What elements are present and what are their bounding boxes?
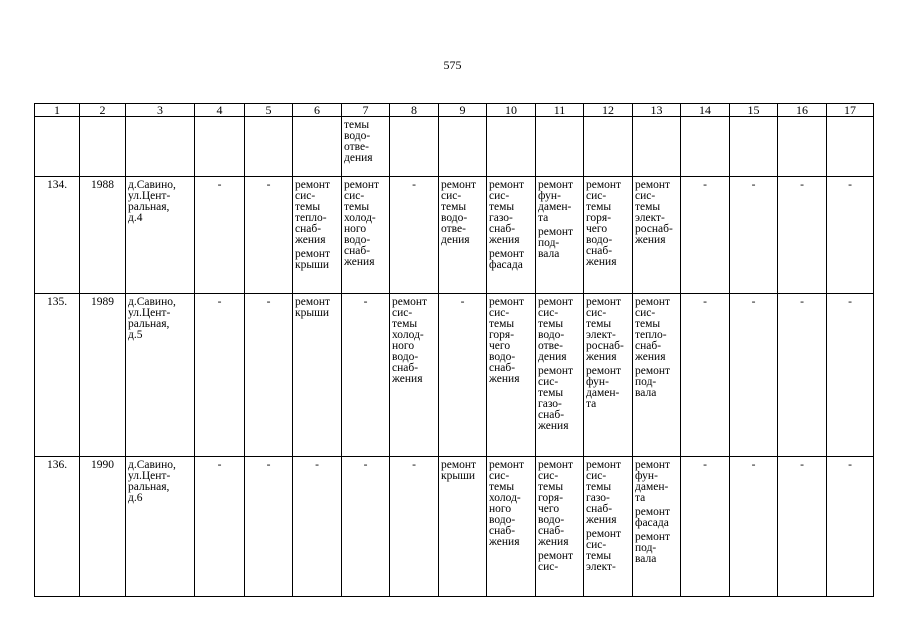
table-cell: [126, 294, 195, 457]
cell-text: ремонт фун- дамен- та: [586, 365, 622, 410]
table-cell: [536, 177, 584, 294]
cell-text: ремонт сис- темы холод- ного водо- снаб- жения: [489, 459, 525, 548]
cell-text: ремонт крыши: [295, 248, 331, 271]
table-cell: [584, 457, 633, 597]
table-cell: [681, 117, 730, 177]
table-cell: [390, 177, 439, 294]
column-header: 10: [487, 104, 536, 117]
dash-mark: -: [751, 179, 756, 191]
table-cell: [390, 457, 439, 597]
column-header: 15: [730, 104, 778, 117]
table-cell: [778, 117, 827, 177]
column-header: 2: [80, 104, 126, 117]
table-row: [35, 457, 874, 597]
cell-text: 135.: [46, 296, 68, 308]
cell-text: ремонт сис- темы водо- отве- дения: [441, 179, 477, 246]
table-cell: [80, 294, 126, 457]
cell-text: ремонт под- вала: [635, 531, 671, 565]
dash-mark: -: [217, 459, 222, 471]
column-header: 14: [681, 104, 730, 117]
dash-mark: -: [848, 459, 852, 471]
column-header: 12: [584, 104, 633, 117]
table-cell: [730, 177, 778, 294]
dash-mark: -: [800, 459, 804, 471]
table-cell: [439, 294, 487, 457]
page-number: 575: [443, 58, 462, 72]
dash-mark: -: [703, 459, 707, 471]
table-cell: [245, 117, 293, 177]
table-cell: [195, 117, 245, 177]
table-cell: [126, 177, 195, 294]
table-cell: [342, 457, 390, 597]
column-header: 13: [633, 104, 681, 117]
table-cell: [439, 117, 487, 177]
cell-text: ремонт сис- темы газо- снаб- жения: [586, 459, 622, 526]
dash-mark: -: [217, 296, 222, 308]
table-cell: [536, 117, 584, 177]
table-cell: [126, 117, 195, 177]
table-cell: [195, 177, 245, 294]
cell-text: ремонт сис- темы газо- снаб- жения: [489, 179, 525, 246]
column-header: 3: [126, 104, 195, 117]
table-cell: [584, 177, 633, 294]
table-cell: [778, 457, 827, 597]
table-cell: [342, 117, 390, 177]
cell-text: ремонт крыши: [441, 459, 477, 482]
dash-mark: -: [412, 179, 416, 191]
cell-text: ремонт сис- темы тепло- снаб- жения: [635, 296, 671, 363]
table-cell: [487, 117, 536, 177]
table-cell: [778, 294, 827, 457]
dash-mark: -: [800, 296, 804, 308]
dash-mark: -: [315, 459, 319, 471]
table-cell: [778, 177, 827, 294]
table-cell: [487, 457, 536, 597]
cell-text: д.Савино, ул.Цент- ральная, д.6: [128, 459, 176, 504]
column-header: 16: [778, 104, 827, 117]
table-cell: [35, 457, 80, 597]
table-cell: [730, 117, 778, 177]
column-header: 4: [195, 104, 245, 117]
cell-text: д.Савино, ул.Цент- ральная, д.5: [128, 296, 176, 341]
cell-text: 136.: [46, 459, 68, 471]
table-cell: [35, 117, 80, 177]
table-cell: [633, 294, 681, 457]
table-cell: [730, 294, 778, 457]
cell-text: ремонт фасада: [489, 248, 525, 271]
cell-text: темы водо- отве- дения: [344, 119, 373, 164]
column-header: 11: [536, 104, 584, 117]
table-cell: [681, 177, 730, 294]
table-row: [35, 294, 874, 457]
cell-text: ремонт фун- дамен- та: [538, 179, 574, 224]
table-cell: [245, 294, 293, 457]
dash-mark: -: [266, 459, 271, 471]
table-cell: [633, 457, 681, 597]
table-cell: [827, 457, 874, 597]
cell-text: ремонт сис- темы элект- роснаб- жения: [635, 179, 673, 246]
cell-text: ремонт сис- темы холод- ного водо- снаб- жения: [344, 179, 380, 268]
cell-text: 134.: [46, 179, 68, 191]
table-cell: [584, 294, 633, 457]
cell-text: ремонт сис- темы горя- чего водо- снаб- жения: [538, 459, 574, 548]
table-cell: [827, 294, 874, 457]
dash-mark: -: [848, 179, 852, 191]
cell-text: ремонт сис- темы горя- чего водо- снаб- жения: [489, 296, 525, 385]
table-cell: [80, 457, 126, 597]
dash-mark: -: [460, 296, 465, 308]
table-cell: [293, 117, 342, 177]
table-cell: [80, 177, 126, 294]
table-cell: [35, 177, 80, 294]
column-header: 6: [293, 104, 342, 117]
cell-text: ремонт под- вала: [635, 365, 671, 399]
dash-mark: -: [363, 296, 368, 308]
dash-mark: -: [266, 179, 271, 191]
table-cell: [342, 294, 390, 457]
table-cell: [35, 294, 80, 457]
dash-mark: -: [217, 179, 222, 191]
table-cell: [293, 294, 342, 457]
cell-text: ремонт сис- темы холод- ного водо- снаб- жения: [392, 296, 428, 385]
table-cell: [681, 294, 730, 457]
cell-text: ремонт сис-: [538, 550, 574, 573]
table-row: [35, 177, 874, 294]
cell-text: ремонт фасада: [635, 506, 671, 529]
table-cell: [487, 177, 536, 294]
table-cell: [536, 457, 584, 597]
table-cell: [827, 117, 874, 177]
dash-mark: -: [703, 179, 707, 191]
cell-text: 1990: [91, 459, 114, 471]
table-cell: [827, 177, 874, 294]
table-cell: [439, 457, 487, 597]
column-header: 7: [342, 104, 390, 117]
column-header: 1: [35, 104, 80, 117]
table-cell: [195, 294, 245, 457]
table-cell: [633, 177, 681, 294]
dash-mark: -: [751, 459, 756, 471]
column-header: 17: [827, 104, 874, 117]
table-cell: [536, 294, 584, 457]
table-cell: [195, 457, 245, 597]
table-cell: [245, 457, 293, 597]
dash-mark: -: [800, 179, 804, 191]
cell-text: ремонт сис- темы водо- отве- дения: [538, 296, 574, 363]
table-cell: [390, 117, 439, 177]
table-cell: [633, 117, 681, 177]
dash-mark: -: [363, 459, 368, 471]
cell-text: ремонт сис- темы тепло- снаб- жения: [295, 179, 331, 246]
table-row: [35, 117, 874, 177]
table-cell: [80, 117, 126, 177]
table-cell: [681, 457, 730, 597]
cell-text: ремонт крыши: [295, 296, 331, 319]
table-cell: [390, 294, 439, 457]
table-cell: [293, 457, 342, 597]
table-cell: [439, 177, 487, 294]
cell-text: ремонт сис- темы горя- чего водо- снаб- жения: [586, 179, 622, 268]
cell-text: ремонт сис- темы элект-: [586, 528, 622, 573]
table-cell: [342, 177, 390, 294]
dash-mark: -: [703, 296, 707, 308]
dash-mark: -: [266, 296, 271, 308]
dash-mark: -: [848, 296, 852, 308]
table-cell: [126, 457, 195, 597]
cell-text: ремонт фун- дамен- та: [635, 459, 671, 504]
header-row: [35, 104, 874, 117]
column-header: 5: [245, 104, 293, 117]
cell-text: 1989: [91, 296, 114, 308]
cell-text: ремонт под- вала: [538, 226, 574, 260]
table-cell: [293, 177, 342, 294]
dash-mark: -: [751, 296, 756, 308]
table-cell: [487, 294, 536, 457]
cell-text: д.Савино, ул.Цент- ральная, д.4: [128, 179, 176, 224]
data-table: [34, 103, 874, 597]
dash-mark: -: [412, 459, 416, 471]
column-header: 8: [390, 104, 439, 117]
cell-text: 1988: [91, 179, 114, 191]
column-header: 9: [439, 104, 487, 117]
cell-text: ремонт сис- темы элект- роснаб- жения: [586, 296, 624, 363]
table-cell: [584, 117, 633, 177]
table-cell: [730, 457, 778, 597]
cell-text: ремонт сис- темы газо- снаб- жения: [538, 365, 574, 432]
table-cell: [245, 177, 293, 294]
